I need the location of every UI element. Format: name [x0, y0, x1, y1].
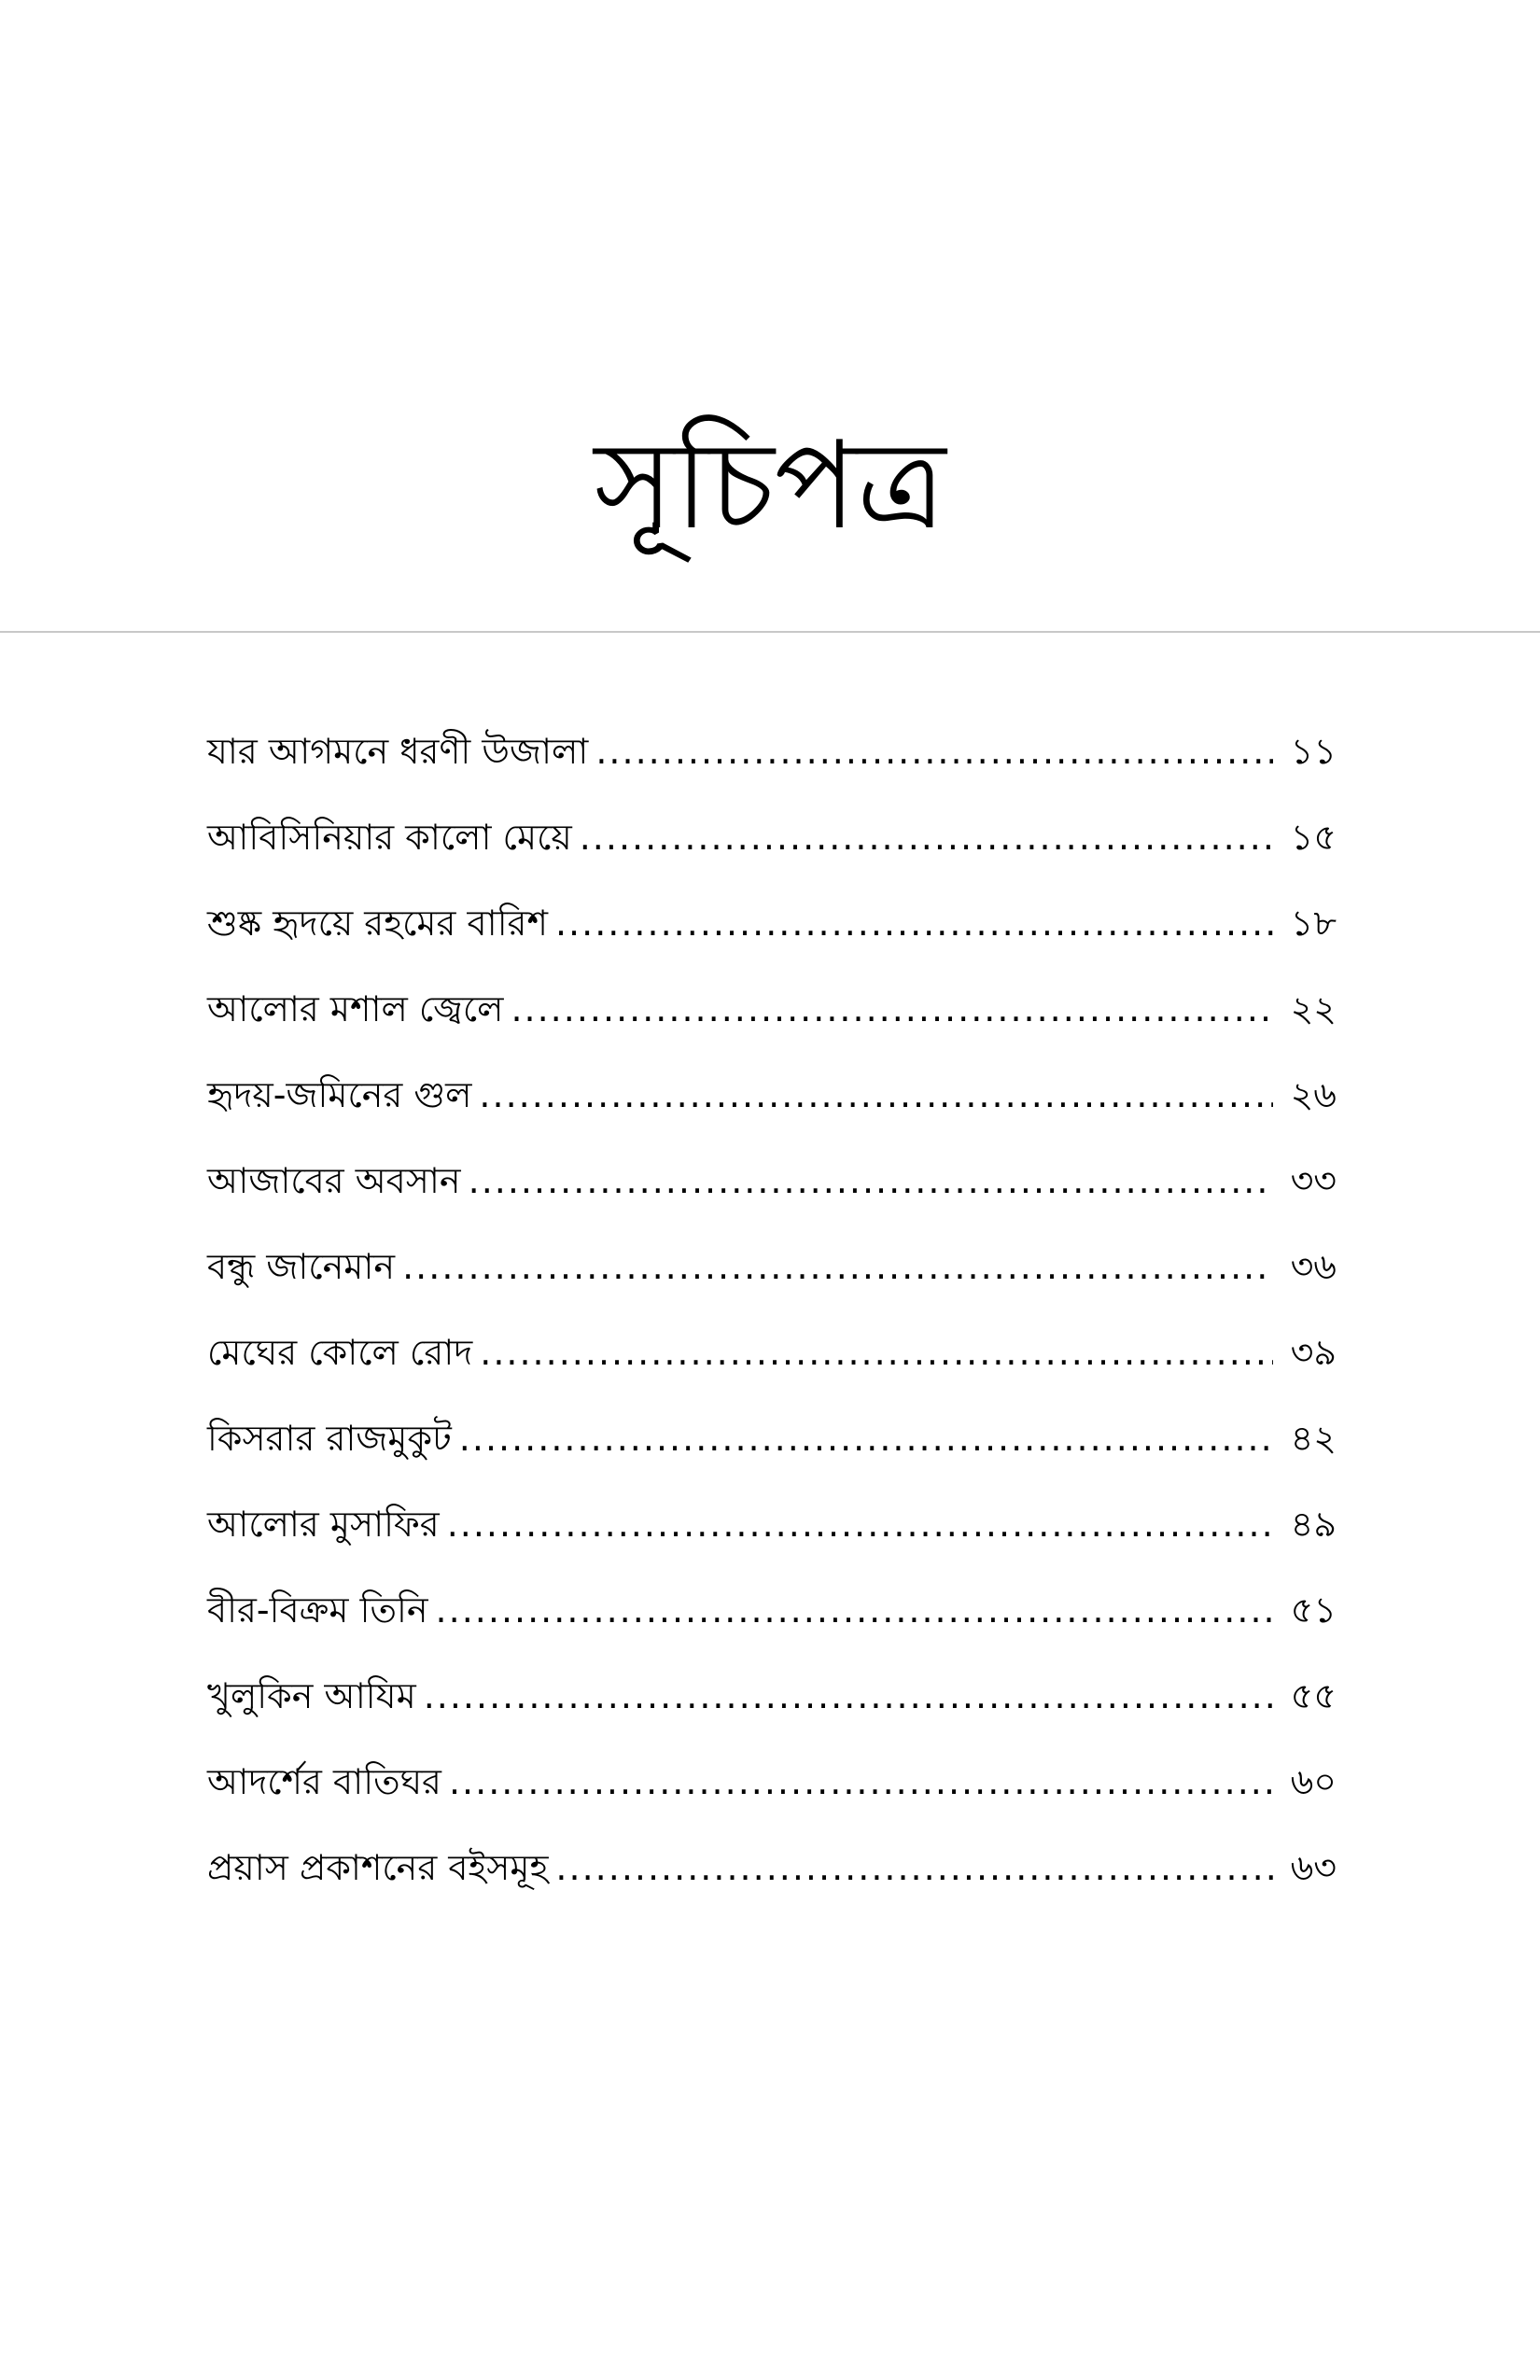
- toc-entry[interactable]: [207, 723, 1337, 809]
- toc-dot-leader: [469, 1153, 1273, 1209]
- toc-entry-page: ১১: [1290, 731, 1337, 772]
- toc-entry-title: বীর-বিক্রম তিনি: [207, 1589, 428, 1631]
- toc-entry-page: ১৮: [1290, 903, 1337, 944]
- toc-entry[interactable]: [207, 895, 1337, 981]
- toc-entry-title: আজাবের অবসান: [207, 1160, 461, 1201]
- toc-entry[interactable]: [207, 1067, 1337, 1153]
- toc-entry-page: ৪৯: [1290, 1504, 1337, 1545]
- toc-entry-title: কিসরার রাজমুকুট: [207, 1418, 452, 1459]
- toc-dot-leader: [402, 1239, 1273, 1295]
- toc-entry-page: ৫১: [1290, 1589, 1337, 1631]
- toc-entry-page: ৬০: [1290, 1761, 1337, 1802]
- toc-entry-page: ৩৬: [1290, 1246, 1337, 1287]
- toc-dot-leader: [555, 1840, 1273, 1896]
- toc-entry[interactable]: [207, 1840, 1337, 1925]
- title-divider: [0, 631, 1540, 633]
- toc-entry-title: আলোর মুসাফির: [207, 1504, 440, 1545]
- toc-dot-leader: [595, 723, 1273, 779]
- toc-dot-leader: [449, 1754, 1273, 1810]
- toc-dot-leader: [424, 1668, 1273, 1724]
- toc-entry[interactable]: [207, 1410, 1337, 1496]
- toc-dot-leader: [480, 1324, 1273, 1380]
- toc-entry-title: আলোর মশাল জ্বেলে: [207, 988, 504, 1029]
- toc-dot-leader: [555, 895, 1273, 951]
- toc-dot-leader: [447, 1496, 1273, 1552]
- toc-dot-leader: [580, 809, 1273, 865]
- toc-entry[interactable]: [207, 981, 1337, 1067]
- toc-entry[interactable]: [207, 1754, 1337, 1840]
- toc-entry-page: ৪২: [1290, 1418, 1337, 1459]
- toc-entry-page: ৩৩: [1290, 1160, 1337, 1201]
- toc-entry[interactable]: [207, 1239, 1337, 1324]
- toc-entry-page: ৩৯: [1290, 1332, 1337, 1373]
- toc-entry-page: ১৫: [1290, 817, 1337, 858]
- toc-entry-title: যার আগমনে ধরণী উজালা: [207, 731, 589, 772]
- toc-dot-leader: [459, 1410, 1273, 1466]
- toc-entry-title: শুষ্ক হৃদয়ে রহমের বারিশ: [207, 903, 548, 944]
- toc-entry-title: আবিসিনিয়ার কালো মেয়ে: [207, 817, 572, 858]
- toc-entry[interactable]: [207, 809, 1337, 895]
- toc-entry-page: ২৬: [1290, 1074, 1337, 1115]
- page-title: সূচিপত্র: [594, 414, 946, 556]
- toc-dot-leader: [436, 1582, 1273, 1638]
- toc-entry[interactable]: [207, 1582, 1337, 1668]
- toc-entry[interactable]: [207, 1496, 1337, 1582]
- toc-entry-page: ৫৫: [1290, 1675, 1337, 1716]
- toc-entry-page: ৬৩: [1290, 1847, 1337, 1888]
- toc-entry-page: ২২: [1290, 988, 1337, 1029]
- toc-entry[interactable]: [207, 1324, 1337, 1410]
- toc-entry-title: হৃদয়-জমিনের গুল: [207, 1074, 472, 1115]
- toc-entry-title: প্রয়াস প্রকাশনের বইসমূহ: [207, 1847, 549, 1888]
- toc-entry[interactable]: [207, 1153, 1337, 1239]
- toc-dot-leader: [511, 981, 1273, 1037]
- toc-entry-title: মেঘের কোলে রোদ: [207, 1332, 473, 1373]
- table-of-contents: [207, 723, 1337, 1925]
- toc-entry-title: বন্ধু জানেমান: [207, 1246, 396, 1287]
- toc-entry-title: আদর্শের বাতিঘর: [207, 1761, 441, 1802]
- toc-entry[interactable]: [207, 1668, 1337, 1754]
- toc-dot-leader: [479, 1067, 1273, 1123]
- toc-entry-title: খুলুকিন আযিম: [207, 1675, 416, 1716]
